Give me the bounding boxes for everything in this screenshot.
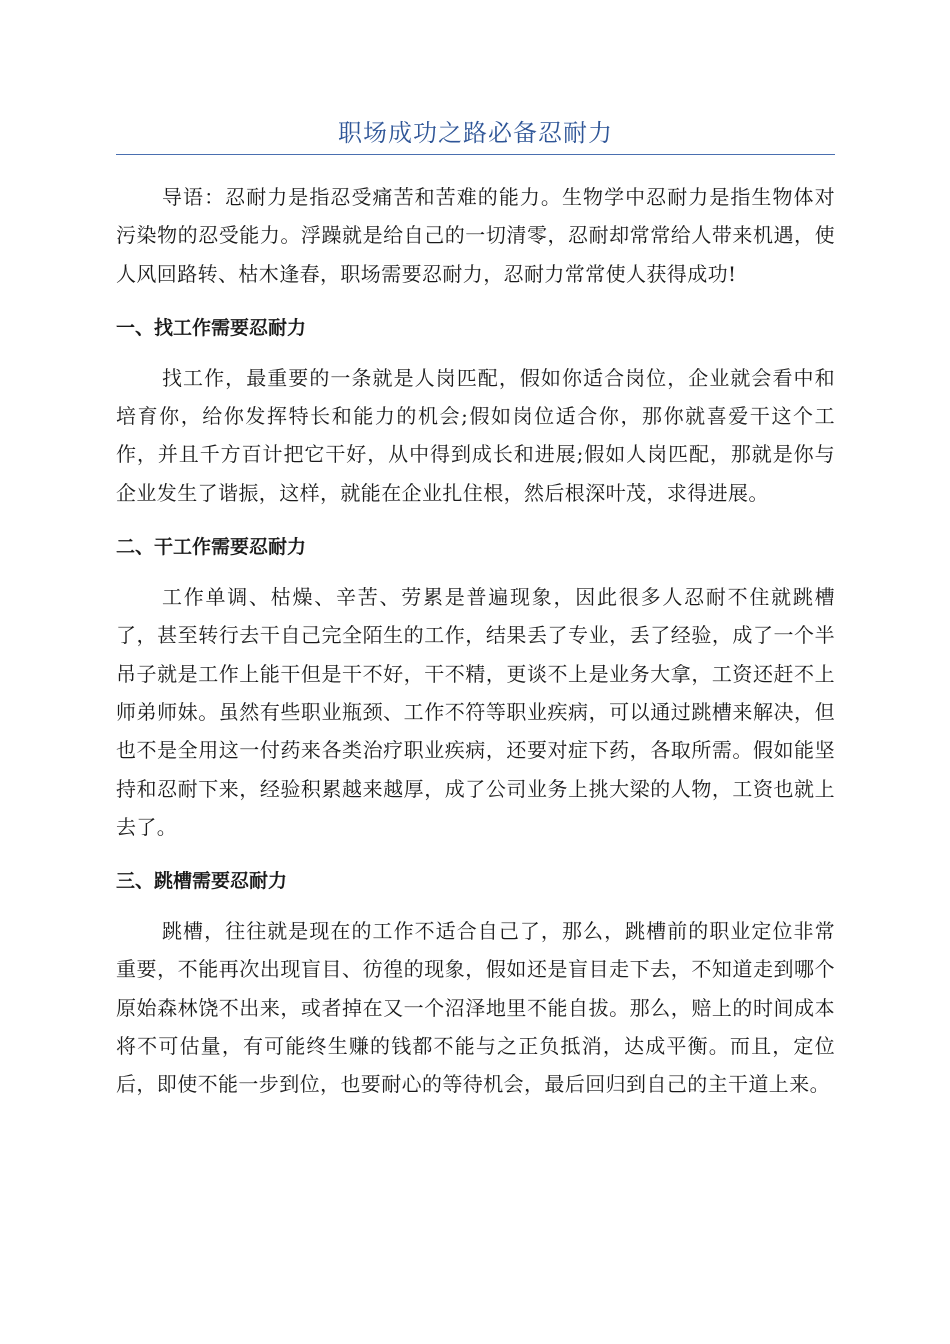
section-body-job-hopping: 跳槽，往往就是现在的工作不适合自己了，那么，跳槽前的职业定位非常重要，不能再次出现盲目、彷徨的现象，假如还是盲目走下去，不知道走到哪个原始森林饶不出来，或者掉在又一个沼泽地里不能自拔。那么，赔上的时间成本将不可估量，有可能终生赚的钱都不能与之正负抵消，达成平衡。而且，定位后，即使不能一步到位，也要耐心的等待机会，最后回归到自己的主干道上来。 xyxy=(116,919,835,1097)
intro-paragraph: 导语：忍耐力是指忍受痛苦和苦难的能力。生物学中忍耐力是指生物体对污染物的忍受能力。浮躁就是给自己的一切清零，忍耐却常常给人带来机遇，使人风回路转、枯木逢春，职场需要忍耐力，忍耐力常常使人获得成功! xyxy=(116,185,835,286)
section-heading-job-hopping: 三、跳槽需要忍耐力 xyxy=(116,870,288,893)
document-title: 职场成功之路必备忍耐力 xyxy=(338,119,613,147)
document-body xyxy=(116,178,835,1104)
section-heading-find-job: 一、找工作需要忍耐力 xyxy=(116,316,307,339)
title-underline xyxy=(116,154,835,155)
section-body-find-job: 找工作，最重要的一条就是人岗匹配，假如你适合岗位，企业就会看中和培育你，给你发挥特长和能力的机会;假如岗位适合你，那你就喜爱干这个工作，并且千方百计把它干好，从中得到成长和进展;假如人岗匹配，那就是你与企业发生了谐振，这样，就能在企业扎住根，然后根深叶茂，求得进展。 xyxy=(116,365,835,505)
section-heading-do-work: 二、干工作需要忍耐力 xyxy=(116,536,307,559)
section-body-do-work: 工作单调、枯燥、辛苦、劳累是普遍现象，因此很多人忍耐不住就跳槽了，甚至转行去干自己完全陌生的工作，结果丢了专业，丢了经验，成了一个半吊子就是工作上能干但是干不好，干不精，更谈不上是业务大拿，工资还赶不上师弟师妹。虽然有些职业瓶颈、工作不符等职业疾病，可以通过跳槽来解决，但也不是全用这一付药来各类治疗职业疾病，还要对症下药，各取所需。假如能坚持和忍耐下来，经验积累越来越厚，成了公司业务上挑大梁的人物，工资也就上去了。 xyxy=(116,585,835,839)
